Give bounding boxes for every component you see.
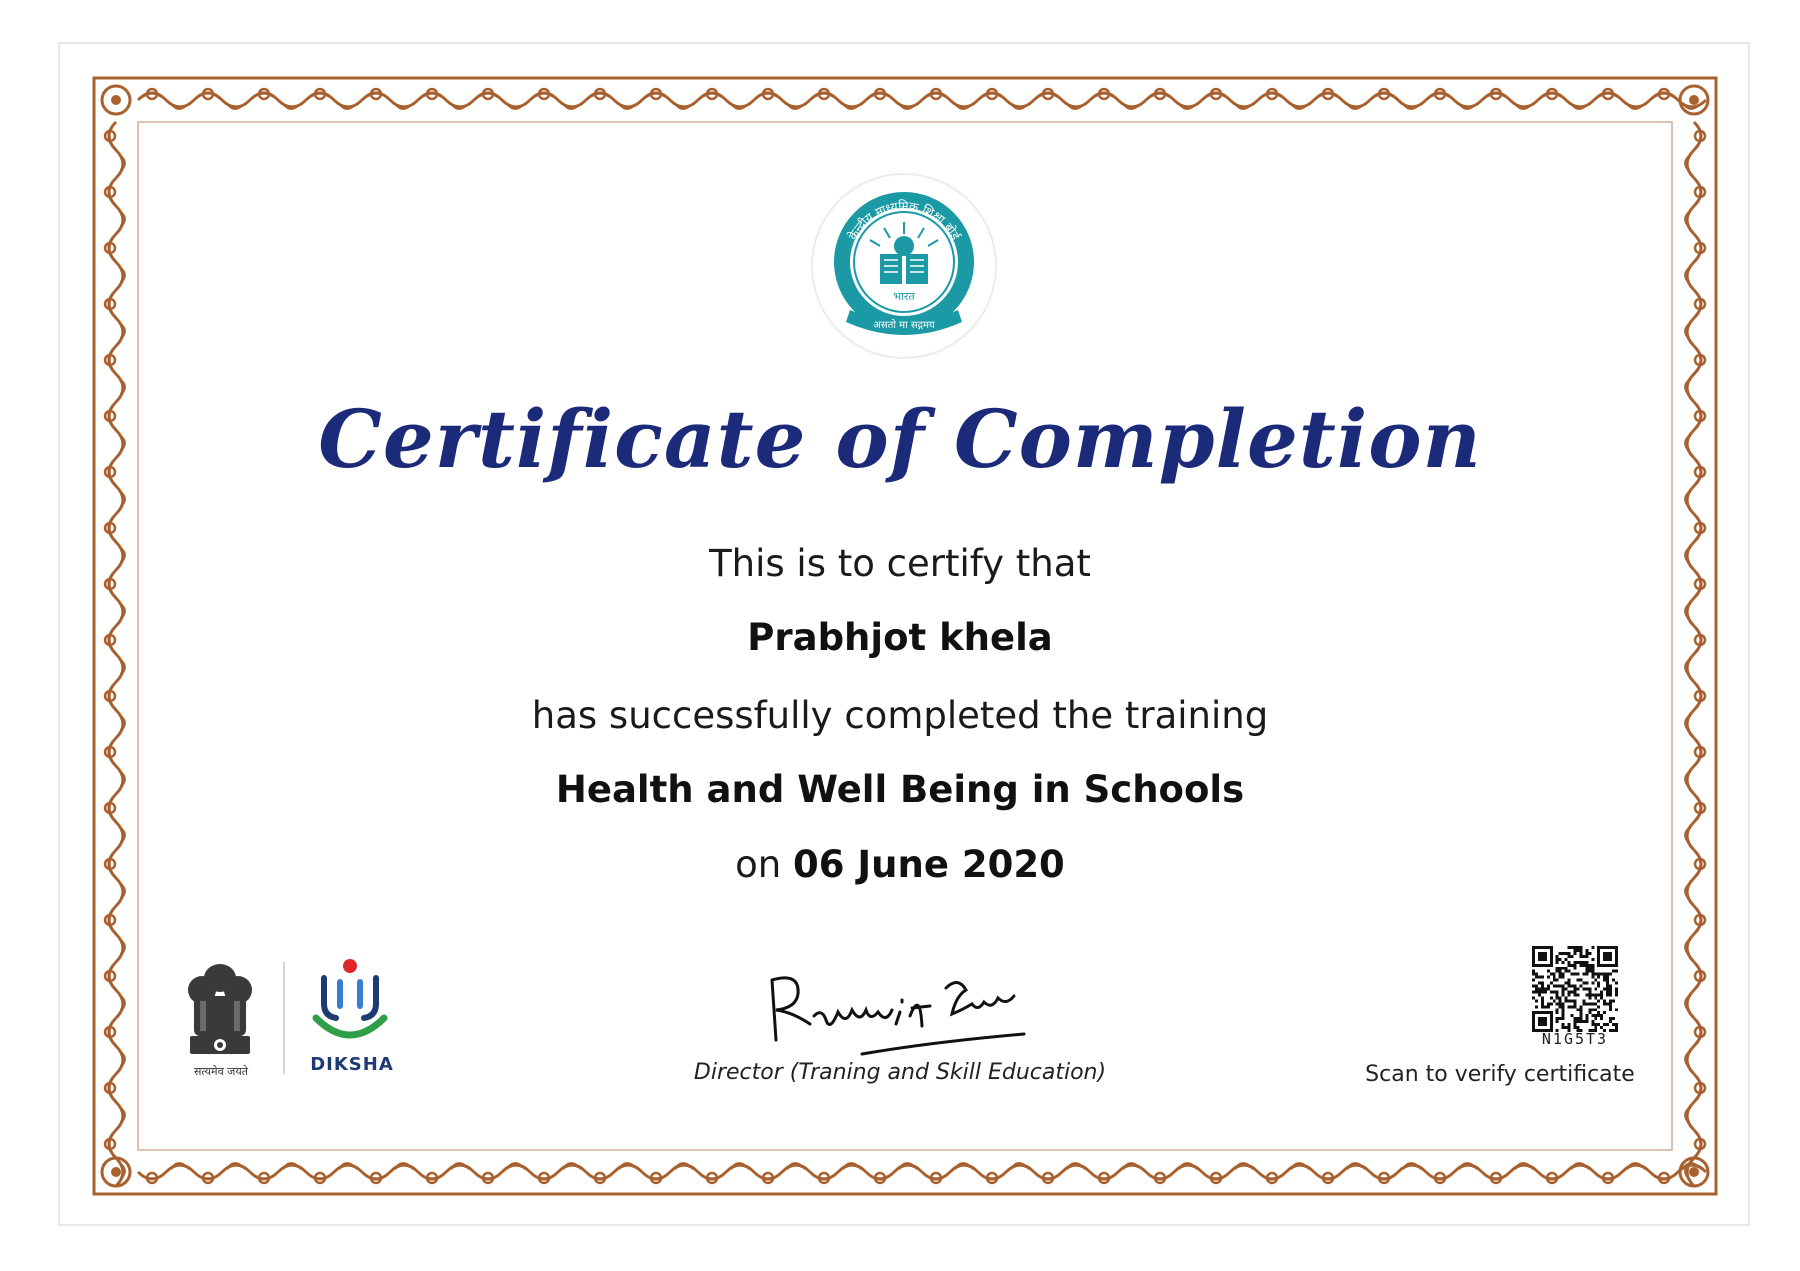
seal-center-text: भारत: [893, 290, 915, 303]
seal-ring-text: केन्द्रीय माध्यमिक शिक्षा बोर्ड: [845, 198, 963, 243]
completion-text: has successfully completed the training: [531, 694, 1269, 737]
director-signature: [752, 950, 1052, 1060]
completion-date: 06 June 2020: [793, 843, 1065, 886]
recipient-name: Prabhjot khela: [747, 616, 1053, 659]
date-prefix: on: [735, 843, 782, 886]
course-name: Health and Well Being in Schools: [555, 768, 1245, 811]
cbse-seal-logo: [810, 172, 998, 360]
diksha-label: DIKSHA: [310, 1054, 394, 1075]
national-emblem-icon: [180, 956, 260, 1076]
diksha-logo-icon: [310, 956, 390, 1048]
logo-divider: [283, 962, 285, 1074]
seal-motto: असतो मा सद्गमय: [873, 320, 935, 331]
verification-qr-code[interactable]: [1532, 946, 1618, 1032]
certificate-title: Certificate of Completion: [318, 392, 1482, 486]
verification-code: N1G5T3: [1541, 1030, 1609, 1048]
emblem-motto: सत्यमेव जयते: [193, 1065, 248, 1078]
completion-date-line: [0, 843, 1800, 886]
signatory-title: Director (Traning and Skill Education): [693, 1060, 1107, 1085]
certify-text: This is to certify that: [709, 542, 1091, 585]
verify-caption: Scan to verify certificate: [1365, 1062, 1635, 1087]
